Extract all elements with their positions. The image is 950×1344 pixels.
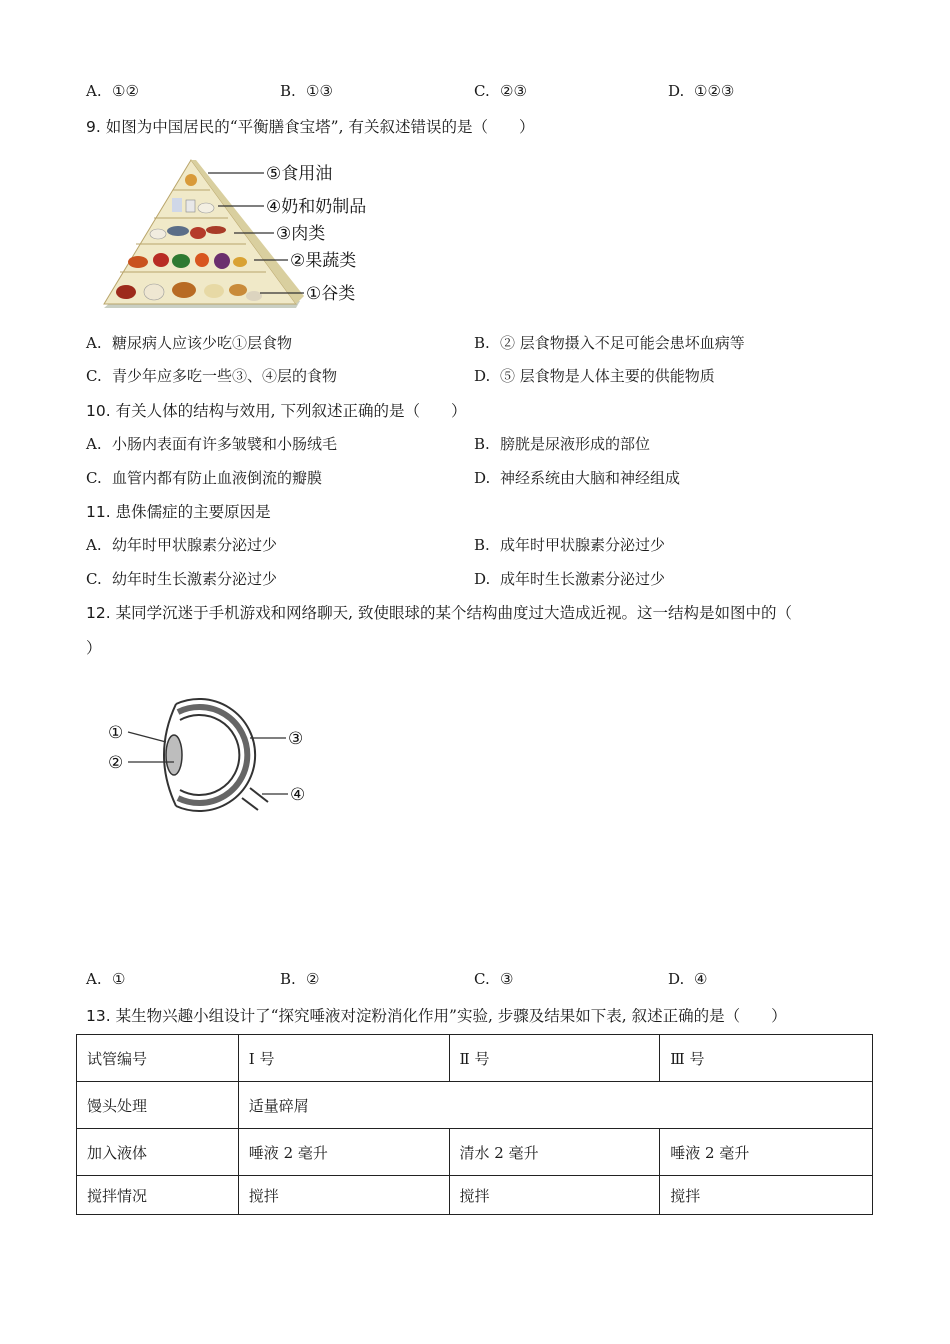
cheese-icon: [198, 203, 214, 213]
q12-stem: 12. 某同学沉迷于手机游戏和网络聊天, 致使眼球的某个结构曲度过大造成近视。这一结构是如图中的（: [86, 604, 792, 622]
greens-icon: [172, 254, 190, 268]
milk-carton-icon: [172, 198, 182, 212]
q8-option-a: A. ①②: [86, 82, 139, 100]
q9-option-d: D. ⑤ 层食物是人体主要的供能物质: [474, 367, 715, 385]
q12-option-d: D. ④: [668, 970, 708, 988]
table-header-cell: 试管编号: [77, 1035, 239, 1082]
q12-stem-cont: ）: [86, 639, 102, 657]
table-cell: 适量碎屑: [238, 1082, 872, 1129]
optic-nerve: [242, 788, 268, 810]
fish-icon: [167, 226, 189, 236]
meat-icon: [190, 227, 206, 239]
q11-option-a: A. 幼年时甲状腺素分泌过少: [86, 536, 278, 554]
q9-option-a: A. 糖尿病人应该少吃①层食物: [86, 334, 293, 352]
q11-stem: 11. 患侏儒症的主要原因是: [86, 503, 271, 521]
choroid-layer: [178, 707, 247, 803]
table-cell: 馒头处理: [77, 1082, 239, 1129]
q9-stem: 9. 如图为中国居民的“平衡膳食宝塔”, 有关叙述错误的是（ ）: [86, 118, 535, 136]
table-cell: 搅拌: [238, 1176, 449, 1215]
table-cell: 加入液体: [77, 1129, 239, 1176]
pyramid-label-fruit-veg: ②果蔬类: [290, 251, 357, 271]
q13-stem: 13. 某生物兴趣小组设计了“探究唾液对淀粉消化作用”实验, 步骤及结果如下表, 叙述正确的是（ ）: [86, 1007, 787, 1025]
q11-option-b: B. 成年时甲状腺素分泌过少: [474, 536, 666, 554]
experiment-table: [76, 1034, 873, 1215]
q8-option-b: B. ①③: [280, 82, 333, 100]
table-cell: 搅拌情况: [77, 1176, 239, 1215]
q10-option-a: A. 小肠内表面有许多皱襞和小肠绒毛: [86, 435, 338, 453]
tomato-icon: [153, 253, 169, 267]
eye-label-4: ④: [290, 785, 306, 805]
q10-option-c: C. 血管内都有防止血液倒流的瓣膜: [86, 469, 323, 487]
retina-layer: [180, 715, 239, 795]
corn-icon: [229, 284, 247, 296]
pyramid-label-dairy: ④奶和奶制品: [266, 197, 367, 217]
orange-icon: [195, 253, 209, 267]
table-cell: 唾液 2 毫升: [660, 1129, 873, 1176]
eye-label-2: ②: [108, 753, 124, 773]
food-pyramid-figure: [96, 156, 396, 316]
carrot-icon: [128, 256, 148, 268]
grapes-icon: [214, 253, 230, 269]
q11-option-c: C. 幼年时生长激素分泌过少: [86, 570, 278, 588]
pyramid-label-oil: ⑤食用油: [266, 164, 333, 184]
q8-option-c: C. ②③: [474, 82, 527, 100]
table-row: [77, 1129, 873, 1176]
table-cell: 唾液 2 毫升: [238, 1129, 449, 1176]
q11-option-d: D. 成年时生长激素分泌过少: [474, 570, 666, 588]
eyeball-figure: [100, 690, 320, 820]
table-header-row: [77, 1035, 873, 1082]
table-row: [77, 1176, 873, 1215]
pyramid-label-meat: ③肉类: [276, 224, 326, 244]
rice-bowl-icon: [144, 284, 164, 300]
banana-icon: [233, 257, 247, 267]
table-row: [77, 1082, 873, 1129]
label-leader-line: [128, 732, 166, 742]
q12-option-b: B. ②: [280, 970, 320, 988]
q12-option-c: C. ③: [474, 970, 514, 988]
oil-bottle-icon: [185, 174, 197, 186]
q12-option-a: A. ①: [86, 970, 126, 988]
bread-icon: [116, 285, 136, 299]
eye-label-1: ①: [108, 723, 124, 743]
q9-option-c: C. 青少年应多吃一些③、④层的食物: [86, 367, 338, 385]
lens-shape: [166, 735, 182, 775]
table-cell: 搅拌: [449, 1176, 660, 1215]
q10-option-b: B. 膀胱是尿液形成的部位: [474, 435, 651, 453]
loaf-icon: [172, 282, 196, 298]
milk-bottle-icon: [186, 200, 195, 212]
eye-label-3: ③: [288, 729, 304, 749]
q9-option-b: B. ② 层食物摄入不足可能会患坏血病等: [474, 334, 745, 352]
q10-option-d: D. 神经系统由大脑和神经组成: [474, 469, 681, 487]
pyramid-label-grains: ①谷类: [306, 284, 356, 304]
table-header-cell: Ⅲ 号: [660, 1035, 873, 1082]
q8-option-d: D. ①②③: [668, 82, 735, 100]
table-header-cell: Ⅰ 号: [238, 1035, 449, 1082]
table-cell: 清水 2 毫升: [449, 1129, 660, 1176]
q10-stem: 10. 有关人体的结构与效用, 下列叙述正确的是（ ）: [86, 402, 467, 420]
table-header-cell: Ⅱ 号: [449, 1035, 660, 1082]
grain-icon: [246, 291, 262, 301]
egg-icon: [150, 229, 166, 239]
sausage-icon: [206, 226, 226, 234]
noodles-icon: [204, 284, 224, 298]
table-cell: 搅拌: [660, 1176, 873, 1215]
